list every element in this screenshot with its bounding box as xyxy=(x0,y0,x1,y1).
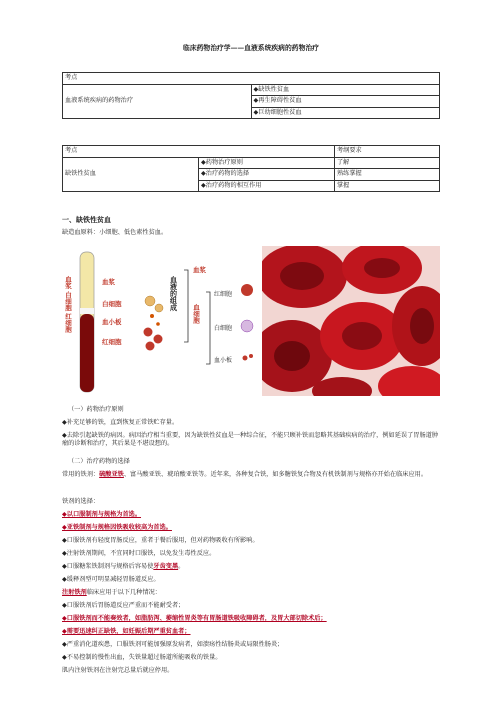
paragraph: ◆口服铁剂后胃肠道反应严重而不能耐受者； xyxy=(62,602,185,609)
syllabus-table xyxy=(62,145,440,192)
key-point: ◆需要迅速纠正缺铁，如妊娠后期严重贫血者； xyxy=(62,628,191,635)
paragraph: ◆去除引起缺铁的病因。病因治疗相当重要，因为缺铁性贫血是一种综合征，不能只顾补铁而忽略其基础疾病的治疗，例如延误了胃肠道肿瘤的诊断和治疗，其后果是不堪设想的。 xyxy=(62,432,439,447)
table-cell-item: ◆再生障碍性贫血 xyxy=(251,96,440,108)
paragraph: ◆注射铁剂期间，不宜同时口服铁，以免发生毒性反应。 xyxy=(62,550,216,557)
tube-label-platelet: 血小板 xyxy=(102,318,122,326)
table-cell-item: ◆缺铁性贫血 xyxy=(251,84,440,96)
table-cell-topic: 缺铁性贫血 xyxy=(63,157,199,192)
paragraph xyxy=(62,471,440,479)
composition-label: 血液的组成 xyxy=(169,276,179,311)
tube-label-plasma: 血浆 xyxy=(102,278,115,286)
table-header: 考点 xyxy=(63,73,440,85)
paragraph xyxy=(62,589,440,597)
text-span: ◆口服糖浆铁制剂与规格后容易使 xyxy=(62,563,154,570)
key-point: ◆亚铁制剂与规格因铁吸收较高为首选。 xyxy=(62,524,172,531)
tube-label-rbc: 红细胞 xyxy=(102,338,122,346)
paragraph: ◆补充足够的铁，直到恢复正常铁贮存量。 xyxy=(62,419,179,426)
key-point: ◆以口服制剂与规格为首选。 xyxy=(62,511,142,518)
blood-composition-diagram xyxy=(62,246,262,398)
section-heading: 一、缺铁性贫血 xyxy=(62,215,111,224)
highlight-text: 牙齿变黑 xyxy=(153,563,179,570)
text-span: 临床应用于以下几种情况： xyxy=(86,589,161,596)
key-point: ◆口服铁剂而不能奏效者，如脂肪泻、萎缩性胃炎等有胃肠道铁吸收障碍者，及胃大部切除术后； xyxy=(62,615,327,622)
table-cell-item: ◆药物治疗原则 xyxy=(199,157,335,169)
table-cell-item: ◆巨幼细胞性贫血 xyxy=(251,107,440,119)
paragraph: ◆严重消化道疾患，口服铁剂可能加强原发病者，如溃疡性结肠炎或局限性肠炎； xyxy=(62,641,284,648)
table-cell-topic: 血液系统疾病的药物治疗 xyxy=(63,84,252,119)
cell-type-rbc: 红细胞 xyxy=(214,291,233,298)
highlight-drug: 硫酸亚铁 xyxy=(99,471,124,478)
table-cell-item: ◆治疗药物的选择 xyxy=(199,169,335,181)
tube-label-wbc: 白细胞 xyxy=(102,300,122,308)
table-cell-item: ◆治疗药物的相互作用 xyxy=(199,180,335,192)
red-blood-cells-image xyxy=(262,246,440,396)
subheading: （二）治疗药物的选择 xyxy=(68,458,130,465)
table-cell-req: 熟练掌握 xyxy=(335,169,440,181)
paragraph: 肌内注射铁剂在注射完总量后就应停用。 xyxy=(62,667,174,674)
paragraph: ◆口服铁剂有轻度胃肠反应，重者于餐后服用，但对药物吸收有所影响。 xyxy=(62,537,259,544)
left-vertical-label: 血浆 白细胞 红细胞 xyxy=(64,276,72,333)
blood-figure xyxy=(62,246,440,398)
highlight-text: 注射铁剂 xyxy=(62,589,87,596)
paragraph: ◆不易控制的慢性出血，失铁量超过肠道所能吸收的铁量。 xyxy=(62,654,222,661)
cell-type-platelet: 血小板 xyxy=(214,357,233,364)
page-title: 临床药物治疗学——血液系统疾病的药物治疗 xyxy=(183,44,319,52)
table-header: 考点 xyxy=(63,146,335,158)
table-header: 考纲要求 xyxy=(335,146,440,158)
table-cell-req: 掌握 xyxy=(335,180,440,192)
paragraph xyxy=(62,563,440,571)
subheading: （一）药物治疗原则 xyxy=(68,406,124,413)
text-span: 常用的铁剂： xyxy=(62,471,100,478)
cell-group-label: 血细胞 xyxy=(192,304,200,324)
paragraph: 铁剂的选择： xyxy=(62,498,100,505)
text-span: 。 xyxy=(178,563,185,570)
exam-points-table xyxy=(62,72,440,119)
table-cell-req: 了解 xyxy=(335,157,440,169)
plasma-label: 血浆 xyxy=(193,266,206,274)
paragraph: 缺造血原料：小细胞、低色素性贫血。 xyxy=(62,229,168,236)
text-span: 、富马酸亚铁、琥珀酸亚铁等。近年来，各种复合铁，如多糖铁复合物及有机铁制剂与规格亦开始在临床应用。 xyxy=(123,471,428,478)
cell-type-wbc: 白细胞 xyxy=(214,325,233,332)
paragraph: ◆缓释剂型可明显减轻胃肠道反应。 xyxy=(62,576,160,583)
